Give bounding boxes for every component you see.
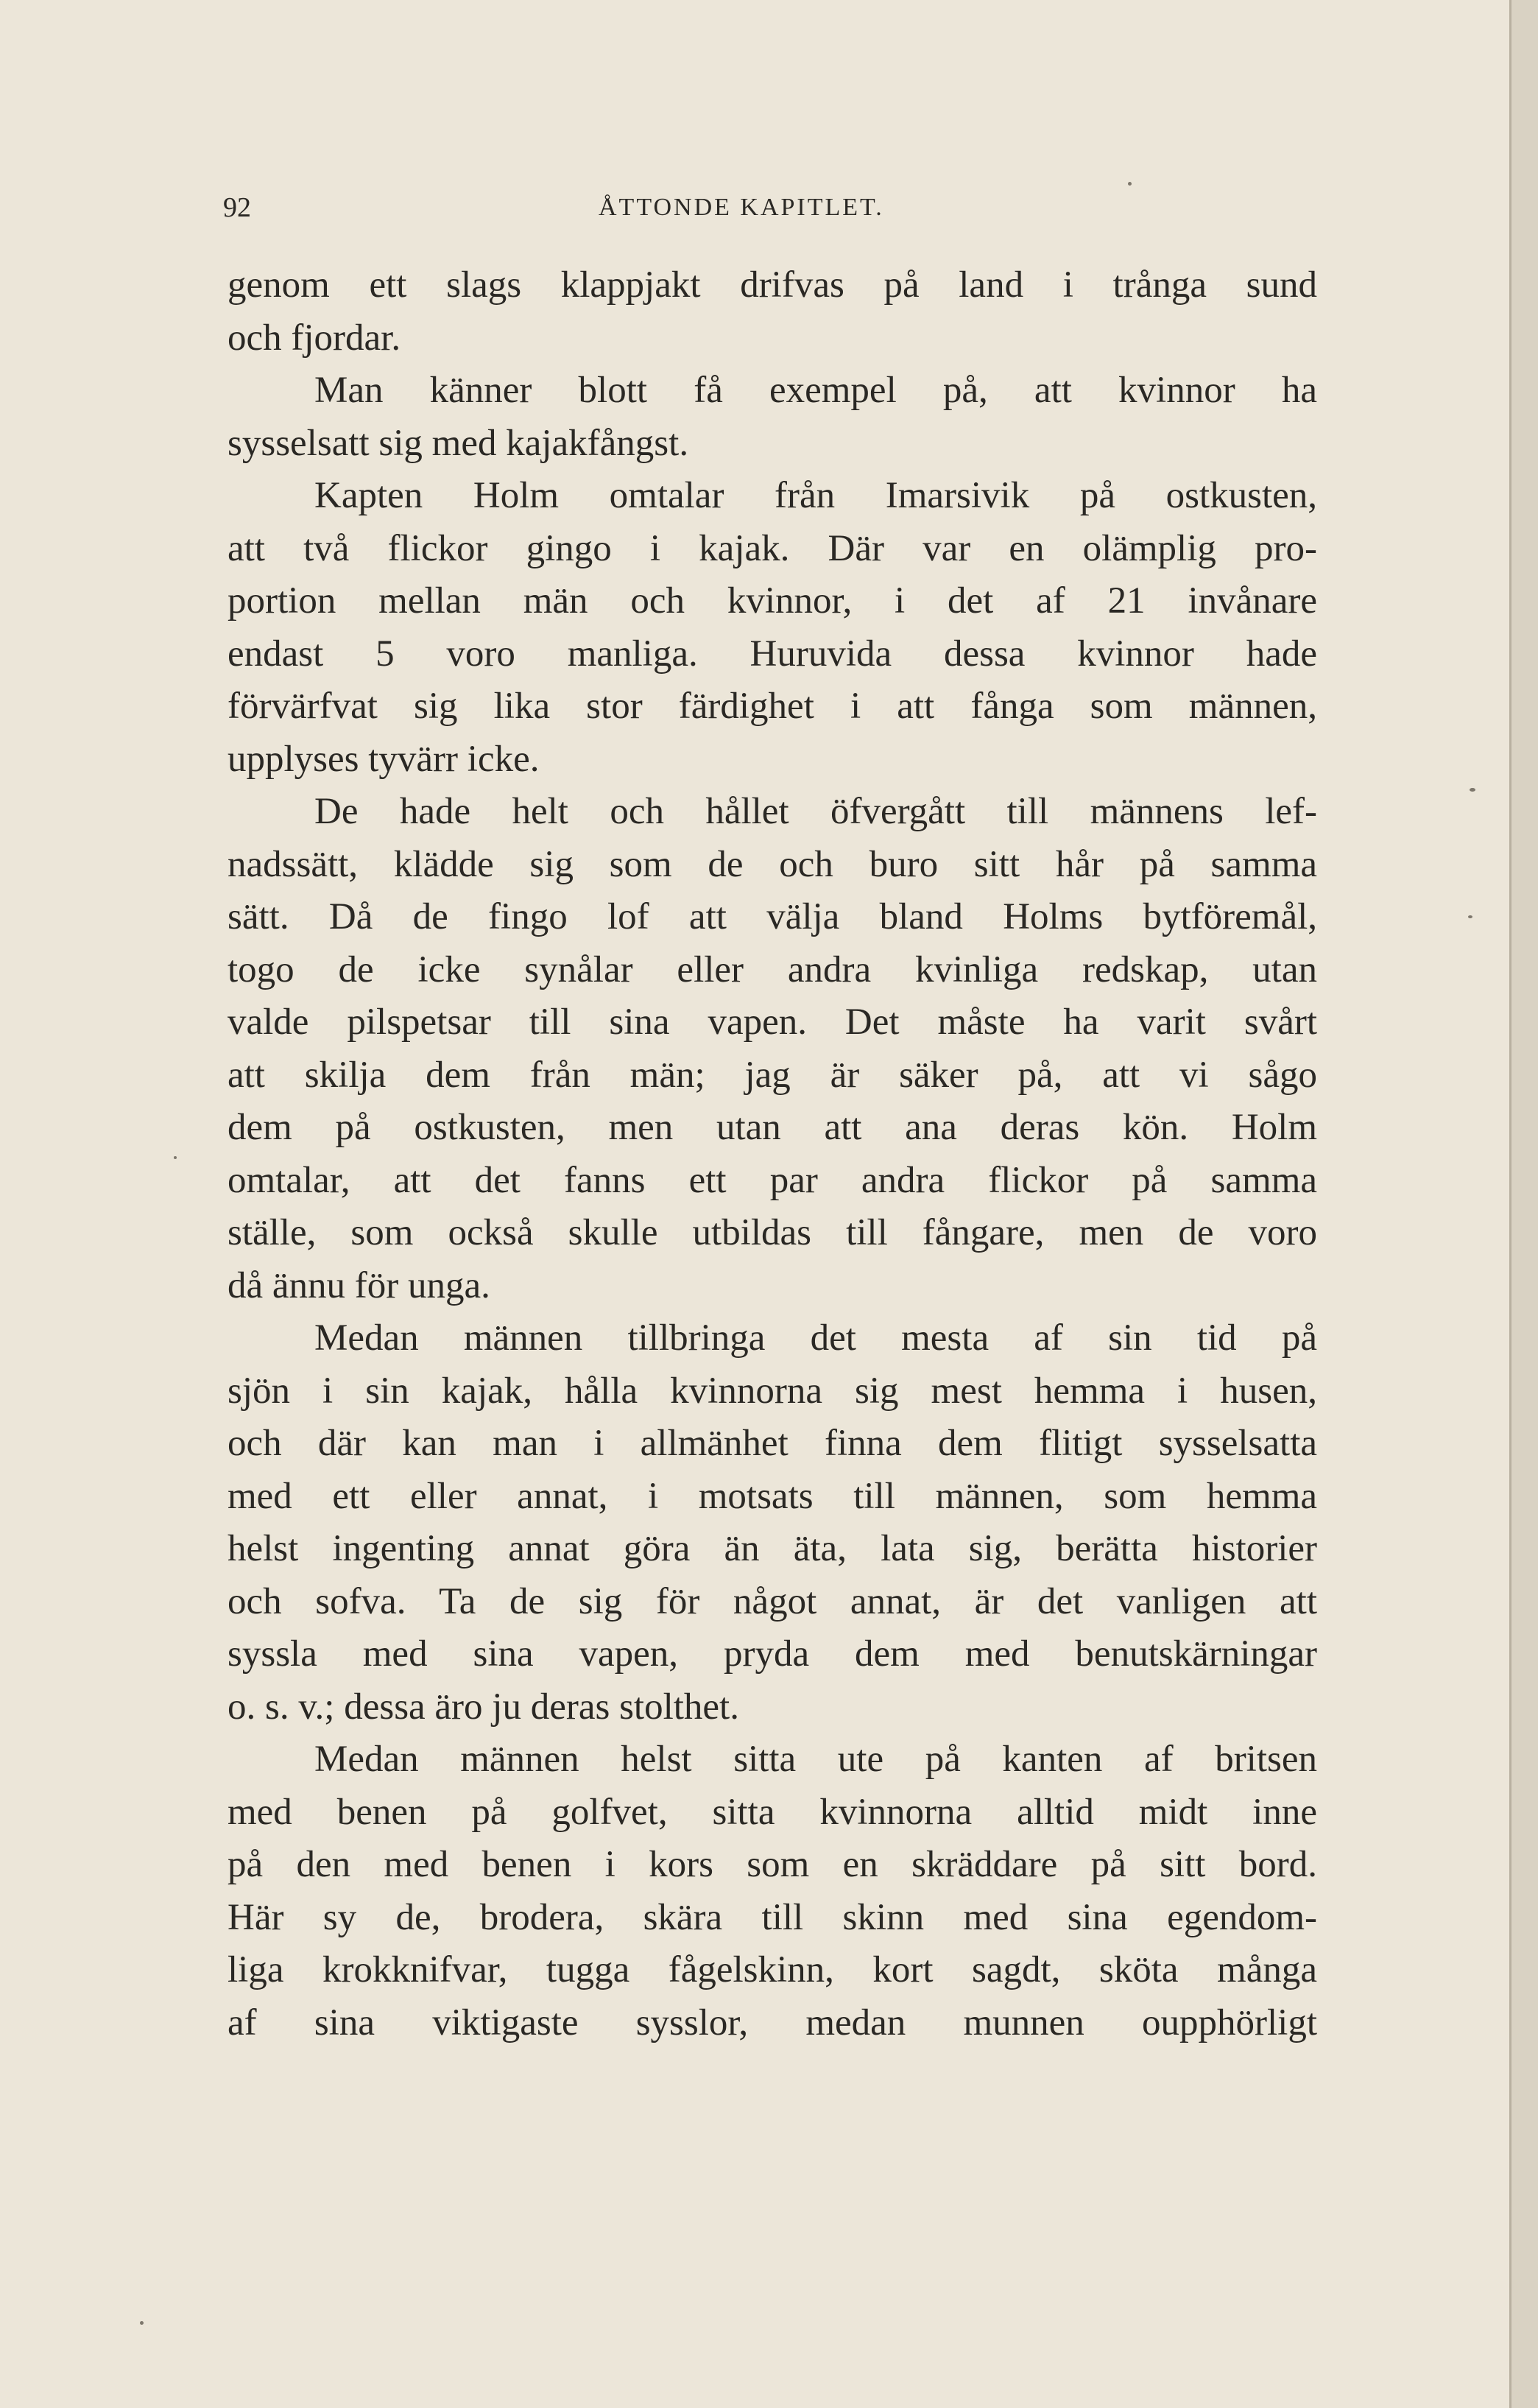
paper-speck <box>1128 182 1132 186</box>
text-line: omtalar, att det fanns ett par andra flickor på samma <box>227 1159 1317 1201</box>
page-edge <box>1509 0 1538 2408</box>
text-line: då ännu för unga. <box>227 1264 490 1306</box>
text-line: upplyses tyvärr icke. <box>227 738 540 780</box>
text-line: valde pilspetsar till sina vapen. Det måste ha varit svårt <box>227 1001 1317 1043</box>
paper-speck <box>1470 788 1475 792</box>
text-line: Här sy de, brodera, skära till skinn med sina egendom- <box>227 1896 1317 1938</box>
text-line: med ett eller annat, i motsats till männen, som hemma <box>227 1475 1317 1517</box>
body-text <box>227 259 1317 2049</box>
text-line: sysselsatt sig med kajakfångst. <box>227 422 689 464</box>
text-line: helst ingenting annat göra än äta, lata sig, berätta historier <box>227 1528 1317 1569</box>
text-line: endast 5 voro manliga. Huruvida dessa kvinnor hade <box>227 633 1317 675</box>
text-line: på den med benen i kors som en skräddare på sitt bord. <box>227 1844 1317 1885</box>
text-line: genom ett slags klappjakt drifvas på land i trånga sund <box>227 264 1317 306</box>
text-line: De hade helt och hållet öfvergått till männens lef- <box>314 791 1317 832</box>
text-line: togo de icke synålar eller andra kvinliga redskap, utan <box>227 948 1317 990</box>
text-line: Medan männen helst sitta ute på kanten af britsen <box>314 1739 1317 1780</box>
paper-speck <box>140 2321 144 2325</box>
running-head <box>223 186 1313 230</box>
text-line: att skilja dem från män; jag är säker på, att vi sågo <box>227 1054 1317 1096</box>
chapter-title: ÅTTONDE KAPITLET. <box>599 194 884 221</box>
text-line: Man känner blott få exempel på, att kvinnor ha <box>314 370 1317 411</box>
text-line: syssla med sina vapen, pryda dem med benutskärningar <box>227 1633 1317 1675</box>
text-line: dem på ostkusten, men utan att ana deras kön. Holm <box>227 1107 1317 1148</box>
text-line: och sofva. Ta de sig för något annat, är det vanligen att <box>227 1580 1317 1622</box>
text-line: sätt. Då de fingo lof att välja bland Holms bytföremål, <box>227 896 1317 937</box>
text-line: portion mellan män och kvinnor, i det af 21 invånare <box>227 580 1317 622</box>
text-line: att två flickor gingo i kajak. Där var en olämplig pro- <box>227 527 1317 569</box>
text-line: Kapten Holm omtalar från Imarsivik på ostkusten, <box>314 475 1317 516</box>
text-line: o. s. v.; dessa äro ju deras stolthet. <box>227 1686 739 1728</box>
text-line: och fjordar. <box>227 317 401 359</box>
text-line: och där kan man i allmänhet finna dem flitigt sysselsatta <box>227 1423 1317 1464</box>
paper-speck <box>1468 915 1472 918</box>
text-line: sjön i sin kajak, hålla kvinnorna sig mest hemma i husen, <box>227 1370 1317 1412</box>
paper-speck <box>174 1156 177 1159</box>
text-line: liga krokknifvar, tugga fågelskinn, kort sagdt, sköta många <box>227 1949 1317 1990</box>
text-line: Medan männen tillbringa det mesta af sin tid på <box>314 1317 1317 1359</box>
text-line: af sina viktigaste sysslor, medan munnen oupphörligt <box>227 2002 1317 2043</box>
text-line: ställe, som också skulle utbildas till fångare, men de voro <box>227 1212 1317 1253</box>
text-line: nadssätt, klädde sig som de och buro sitt hår på samma <box>227 843 1317 885</box>
page-number: 92 <box>223 192 251 223</box>
text-line: med benen på golfvet, sitta kvinnorna alltid midt inne <box>227 1791 1317 1833</box>
text-line: förvärfvat sig lika stor färdighet i att fånga som männen, <box>227 686 1317 727</box>
